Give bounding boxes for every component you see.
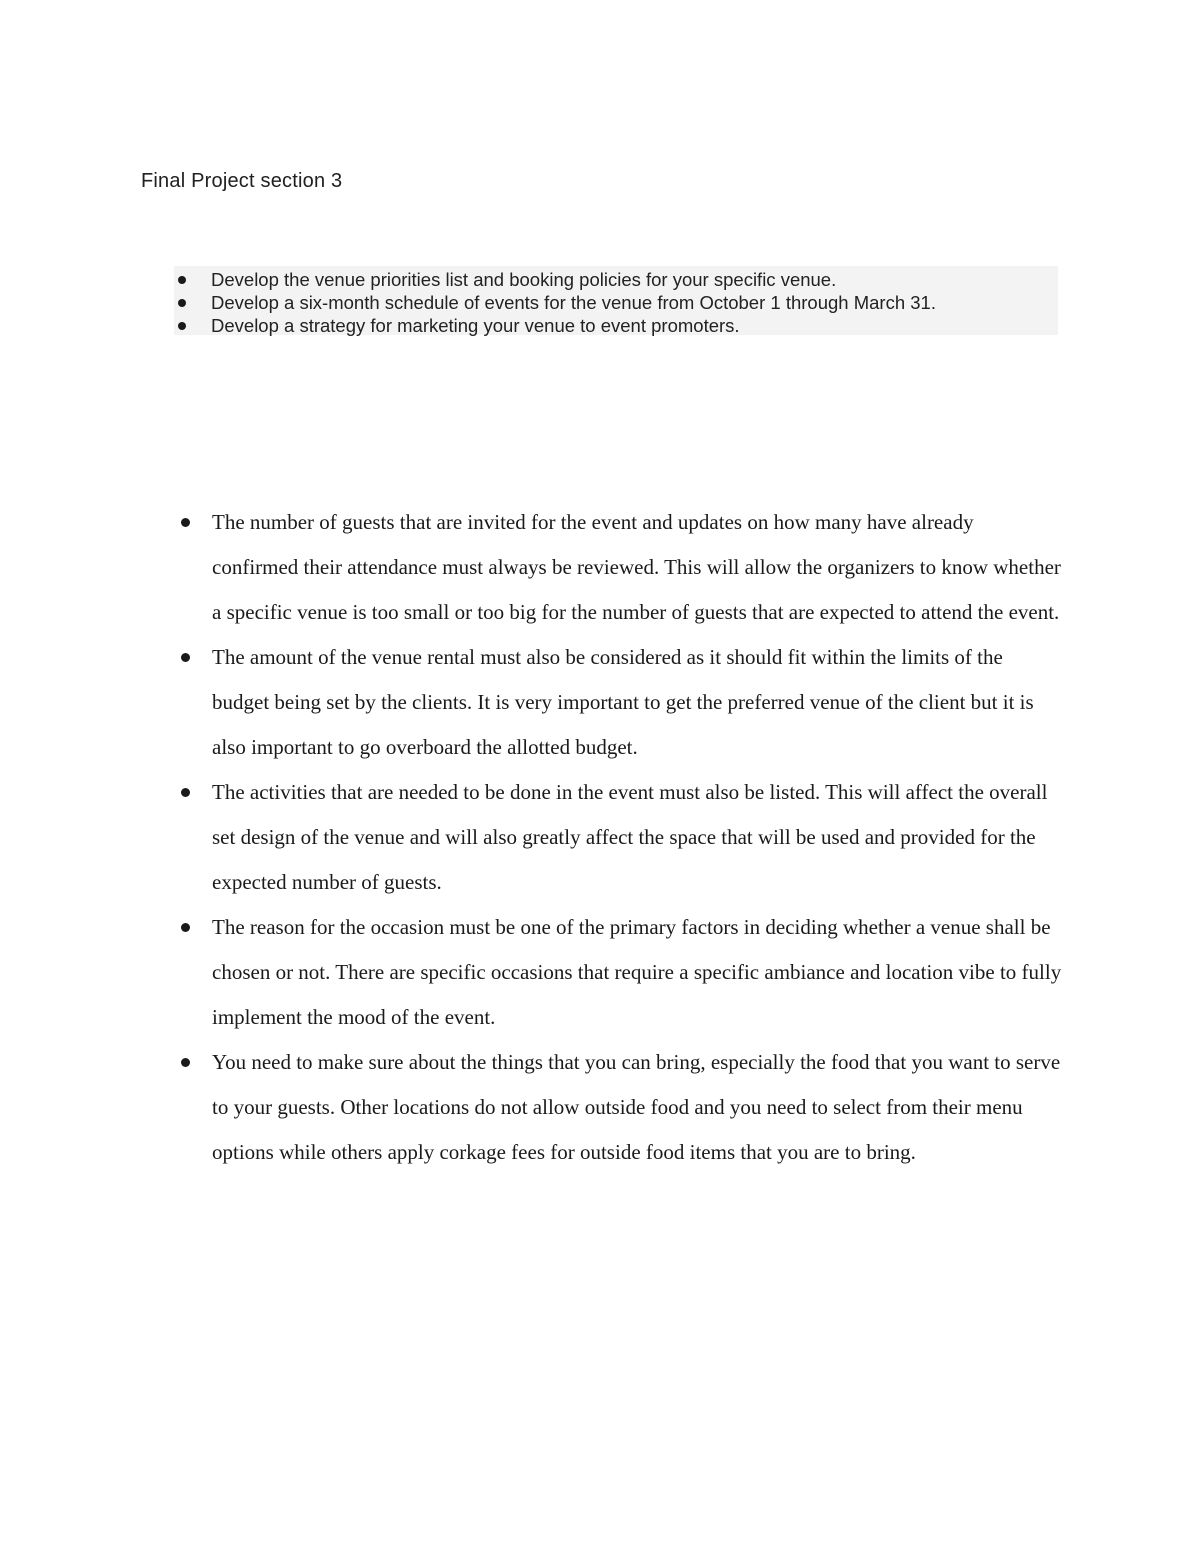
task-item	[174, 314, 1058, 337]
task-item-text: Develop the venue priorities list and booking policies for your specific venue.	[211, 269, 837, 290]
consideration-text: The number of guests that are invited for the event and updates on how many have already confirmed their attendance must always be reviewed. This will allow the organizers to know whether a specific venue is too small or too big for the number of guests that are expected to attend the event.	[212, 510, 1061, 624]
consideration-text: You need to make sure about the things that you can bring, especially the food that you want to serve to your guests. Other locations do not allow outside food and you need to select from their menu options while others apply corkage fees for outside food items that you are to bring.	[212, 1050, 1061, 1164]
consideration-text: The reason for the occasion must be one of the primary factors in deciding whether a venue shall be chosen or not. There are specific occasions that require a specific ambiance and location vibe to fully implement the mood of the event.	[212, 915, 1062, 1029]
bullet-icon	[178, 299, 186, 307]
bullet-icon	[181, 653, 190, 662]
task-item-text: Develop a six-month schedule of events for the venue from October 1 through March 31.	[211, 292, 936, 313]
task-list-highlight	[174, 266, 1058, 335]
bullet-icon	[181, 1058, 190, 1067]
task-item	[174, 268, 1058, 291]
task-item	[174, 291, 1058, 314]
consideration-item	[176, 770, 1066, 905]
consideration-item	[176, 1040, 1066, 1175]
task-list	[174, 268, 1058, 337]
consideration-text: The amount of the venue rental must also be considered as it should fit within the limits of the budget being set by the clients. It is very important to get the preferred venue of the client but it is also important to go overboard the allotted budget.	[212, 645, 1034, 759]
bullet-icon	[178, 276, 186, 284]
consideration-item	[176, 500, 1066, 635]
consideration-item	[176, 905, 1066, 1040]
bullet-icon	[181, 788, 190, 797]
consideration-text: The activities that are needed to be done in the event must also be listed. This will affect the overall set design of the venue and will also greatly affect the space that will be used and provided for the expected number of guests.	[212, 780, 1048, 894]
bullet-icon	[178, 322, 186, 330]
considerations-list	[176, 500, 1066, 1175]
task-item-text: Develop a strategy for marketing your venue to event promoters.	[211, 315, 740, 336]
consideration-item	[176, 635, 1066, 770]
document-title: Final Project section 3	[141, 170, 343, 192]
bullet-icon	[181, 518, 190, 527]
bullet-icon	[181, 923, 190, 932]
